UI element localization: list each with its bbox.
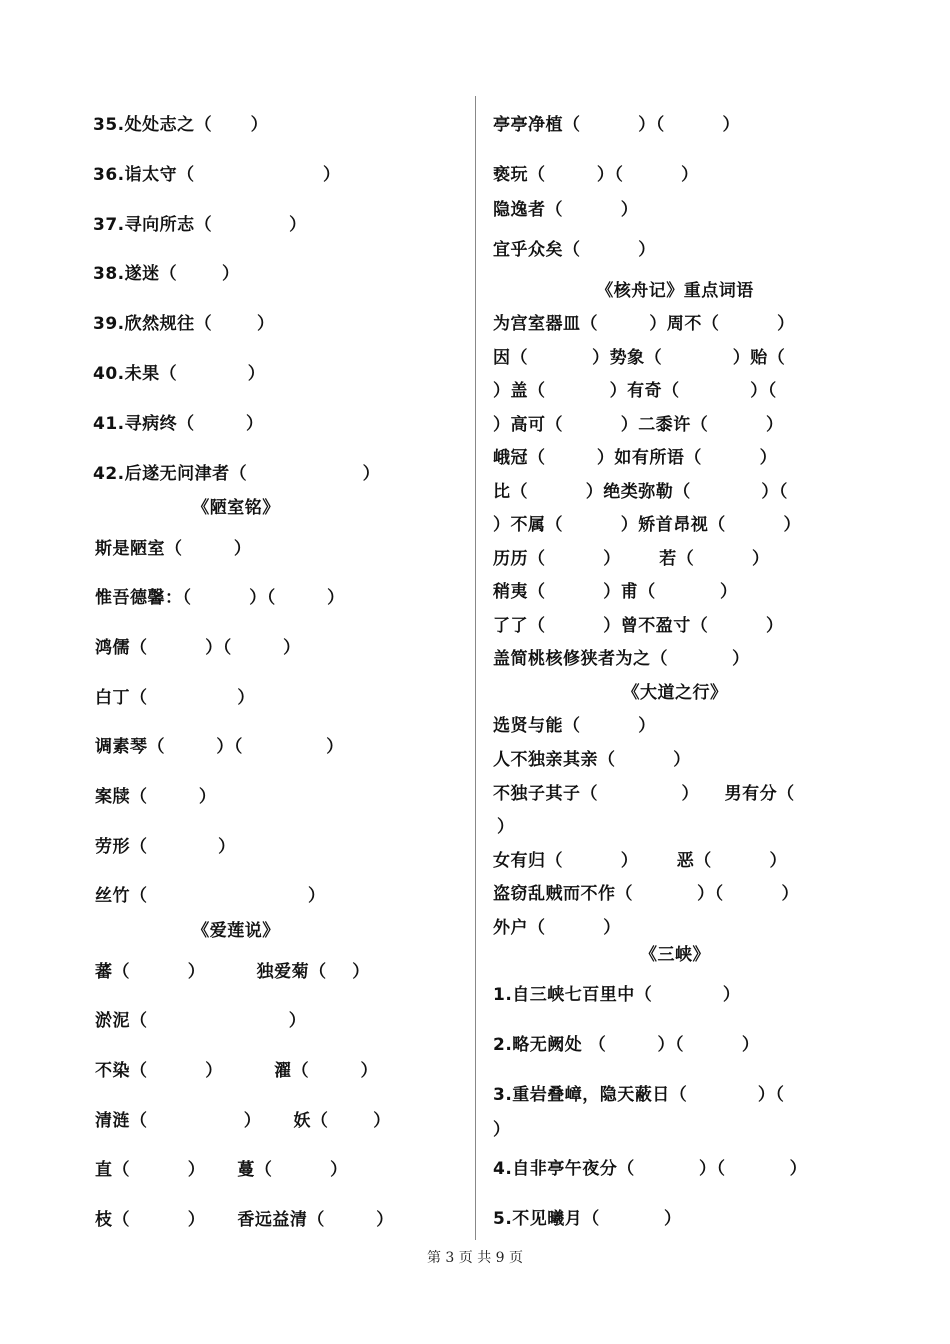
- right-exercise-line: 隐逸者（ ）: [493, 200, 639, 220]
- left-exercise-line: 枝（ ） 香远益清（ ）: [95, 1210, 394, 1230]
- left-exercise-line: 劳形（ ）: [95, 837, 236, 857]
- left-section-heading: 《爱莲说》: [192, 921, 280, 941]
- right-exercise-line: ）: [497, 817, 515, 837]
- right-exercise-line: 盗窃乱贼而不作（ ）（ ）: [493, 884, 799, 904]
- right-exercise-line: 比（ ）绝类弥勒（ ）（: [493, 482, 788, 502]
- right-exercise-line: ）高可（ ）二黍许（ ）: [493, 415, 784, 435]
- right-section-heading: 《大道之行》: [622, 683, 728, 703]
- left-exercise-line: 淤泥（ ）: [95, 1011, 307, 1031]
- right-exercise-line: ）: [493, 1120, 511, 1140]
- right-exercise-line: 5.不见曦月（ ）: [493, 1209, 682, 1229]
- right-exercise-line: 因（ ）势象（ ）贻（: [493, 348, 786, 368]
- right-exercise-line: 不独子其子（ ） 男有分（: [493, 784, 795, 804]
- left-exercise-line: 不染（ ） 濯（ ）: [95, 1061, 378, 1081]
- right-exercise-line: 峨冠（ ）如有所语（ ）: [493, 448, 778, 468]
- right-exercise-line: 外户（ ）: [493, 918, 621, 938]
- right-exercise-line: 3.重岩叠嶂，隐天蔽日（ ）（: [493, 1085, 785, 1105]
- right-exercise-line: ）不属（ ）矫首昂视（ ）: [493, 515, 802, 535]
- left-section-heading: 《陋室铭》: [192, 498, 280, 518]
- right-exercise-line: 稍夷（ ）甫（ ）: [493, 582, 738, 602]
- right-exercise-line: 4.自非亭午夜分（ ）（ ）: [493, 1159, 808, 1179]
- left-exercise-line: 35.处处志之（ ）: [93, 115, 269, 135]
- page-footer: 第 3 页 共 9 页: [426, 1250, 524, 1266]
- left-exercise-line: 41.寻病终（ ）: [93, 414, 264, 434]
- right-exercise-line: 了了（ ）曾不盈寸（ ）: [493, 616, 784, 636]
- right-section-heading: 《核舟记》重点词语: [596, 281, 754, 301]
- left-exercise-line: 直（ ） 蔓（ ）: [95, 1160, 348, 1180]
- left-exercise-line: 丝竹（ ）: [95, 886, 326, 906]
- right-exercise-line: ）盖（ ）有奇（ ）（: [493, 381, 777, 401]
- left-exercise-line: 38.遂迷（ ）: [93, 264, 240, 284]
- left-exercise-line: 案牍（ ）: [95, 787, 217, 807]
- left-exercise-line: 鸿儒（ ）（ ）: [95, 638, 301, 658]
- left-exercise-line: 37.寻向所志（ ）: [93, 215, 307, 235]
- right-exercise-line: 亭亭净植（ ）（ ）: [493, 115, 741, 135]
- left-exercise-line: 蕃（ ） 独爱菊（ ）: [95, 962, 370, 982]
- right-exercise-line: 2.略无阙处 （ ）（ ）: [493, 1035, 760, 1055]
- left-exercise-line: 42.后遂无问津者（ ）: [93, 464, 381, 484]
- column-divider: [475, 96, 476, 1240]
- right-exercise-line: 选贤与能（ ）: [493, 716, 656, 736]
- right-exercise-line: 亵玩（ ）（ ）: [493, 165, 699, 185]
- left-exercise-line: 惟吾德馨：（ ）（ ）: [95, 588, 345, 608]
- left-exercise-line: 36.诣太守（ ）: [93, 165, 341, 185]
- right-exercise-line: 盖简桃核修狭者为之（ ）: [493, 649, 750, 669]
- left-exercise-line: 斯是陋室（ ）: [95, 539, 252, 559]
- left-exercise-line: 清涟（ ） 妖（ ）: [95, 1111, 391, 1131]
- left-exercise-line: 白丁（ ）: [95, 688, 255, 708]
- right-exercise-line: 人不独亲其亲（ ）: [493, 750, 691, 770]
- left-exercise-line: 39.欣然规往（ ）: [93, 314, 275, 334]
- right-exercise-line: 为宫室器皿（ ）周不（ ）: [493, 314, 795, 334]
- left-exercise-line: 调素琴（ ）（ ）: [95, 737, 344, 757]
- right-section-heading: 《三峡》: [640, 945, 710, 965]
- right-exercise-line: 女有归（ ） 恶（ ）: [493, 851, 788, 871]
- left-exercise-line: 40.未果（ ）: [93, 364, 266, 384]
- right-exercise-line: 1.自三峡七百里中（ ）: [493, 985, 741, 1005]
- right-exercise-line: 宜乎众矣（ ）: [493, 240, 656, 260]
- right-exercise-line: 历历（ ） 若（ ）: [493, 549, 770, 569]
